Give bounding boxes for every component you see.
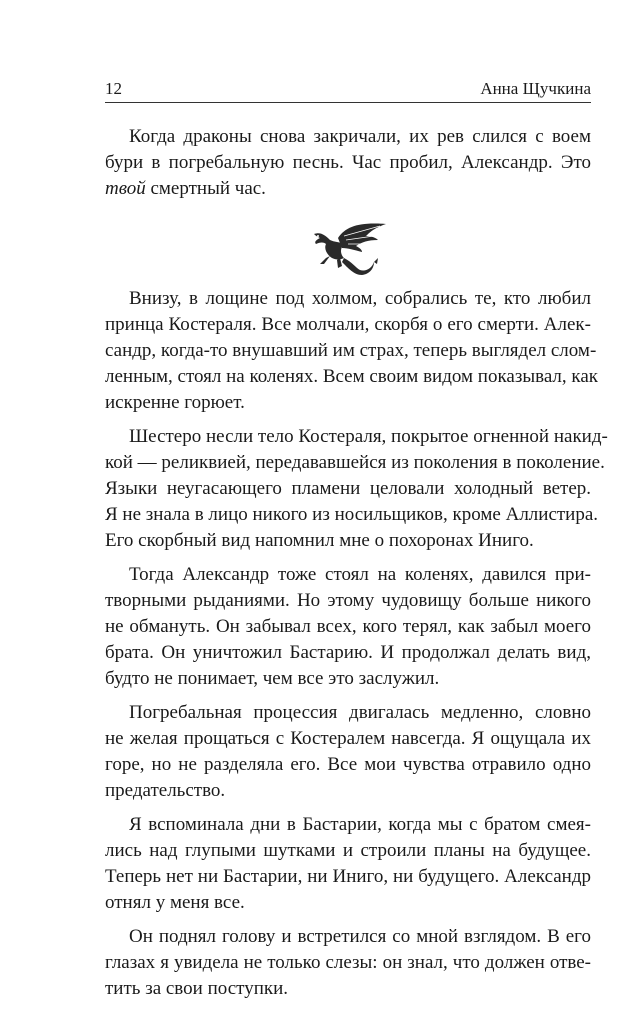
text-line: не желая прощаться с Костералем навсегда. Я ощущала их: [105, 728, 591, 749]
paragraph: [105, 924, 591, 1002]
text-line: [105, 176, 591, 202]
text-line: ленным, стоял на коленях. Всем своим видом показывал, как: [105, 366, 599, 387]
text-line: бури в погребальную песнь. Час пробил, Александр. Это: [105, 152, 591, 173]
main-text: [105, 286, 608, 1010]
text-line: Его скорбный вид напомнил мне о похоронах Иниго.: [105, 530, 534, 551]
text-line: горе, но не разделяла его. Все мои чувства отравило одно: [105, 754, 591, 775]
text-line: кой — реликвией, передававшейся из поколения в поколение.: [105, 452, 605, 473]
paragraph: [105, 286, 599, 416]
text-line: Внизу, в лощине под холмом, собрались те, кто любил: [129, 288, 591, 309]
text-line: искренне горюет.: [105, 392, 245, 413]
dragon-ornament-icon: [300, 218, 390, 278]
text-line: Когда драконы снова закричали, их рев слился с воем: [129, 126, 591, 147]
text-line: принца Костераля. Все молчали, скорбя о его смерти. Алек-: [105, 314, 591, 335]
text-fragment: смертный час.: [145, 178, 266, 199]
text-line: Теперь нет ни Бастарии, ни Иниго, ни будущего. Александр: [105, 866, 591, 887]
paragraph: [105, 562, 591, 692]
text-line: отнял у меня все.: [105, 892, 245, 913]
paragraph: [105, 424, 608, 554]
text-line: сандр, когда-то внушавший им страх, теперь выглядел слом-: [105, 340, 597, 361]
paragraph: [105, 812, 591, 916]
text-line: не обмануть. Он забывал всех, кого терял, как забыл моего: [105, 616, 591, 637]
text-line: Он поднял голову и встретился со мной взглядом. В его: [129, 926, 591, 947]
italic-word: твой: [105, 178, 146, 199]
text-line: Я не знала в лицо никого из носильщиков, кроме Аллистира.: [105, 504, 599, 525]
author-name: Анна Щучкина: [480, 79, 591, 98]
text-line: Я вспоминала дни в Бастарии, когда мы с братом смея-: [129, 814, 591, 835]
text-line: Тогда Александр тоже стоял на коленях, давился при-: [129, 564, 591, 585]
page-number: 12: [105, 79, 122, 98]
text-line: предательство.: [105, 780, 226, 801]
running-header: [105, 80, 591, 103]
text-line: будто не понимает, чем все это заслужил.: [105, 668, 440, 689]
text-line: глазах я увидела не только слезы: он знал, что должен отве-: [105, 952, 591, 973]
text-line: лись над глупыми шутками и строили планы на будущее.: [105, 840, 591, 861]
text-line: творными рыданиями. Но этому чудовищу больше никого: [105, 590, 591, 611]
intro-paragraph: [105, 124, 591, 202]
text-line: тить за свои поступки.: [105, 978, 289, 999]
text-line: Языки неугасающего пламени целовали холодный ветер.: [105, 478, 591, 499]
paragraph: [105, 700, 591, 804]
text-line: Шестеро несли тело Костераля, покрытое огненной накид-: [129, 426, 608, 447]
text-line: брата. Он уничтожил Бастарию. И продолжал делать вид,: [105, 642, 591, 663]
text-line: Погребальная процессия двигалась медленно, словно: [129, 702, 591, 723]
